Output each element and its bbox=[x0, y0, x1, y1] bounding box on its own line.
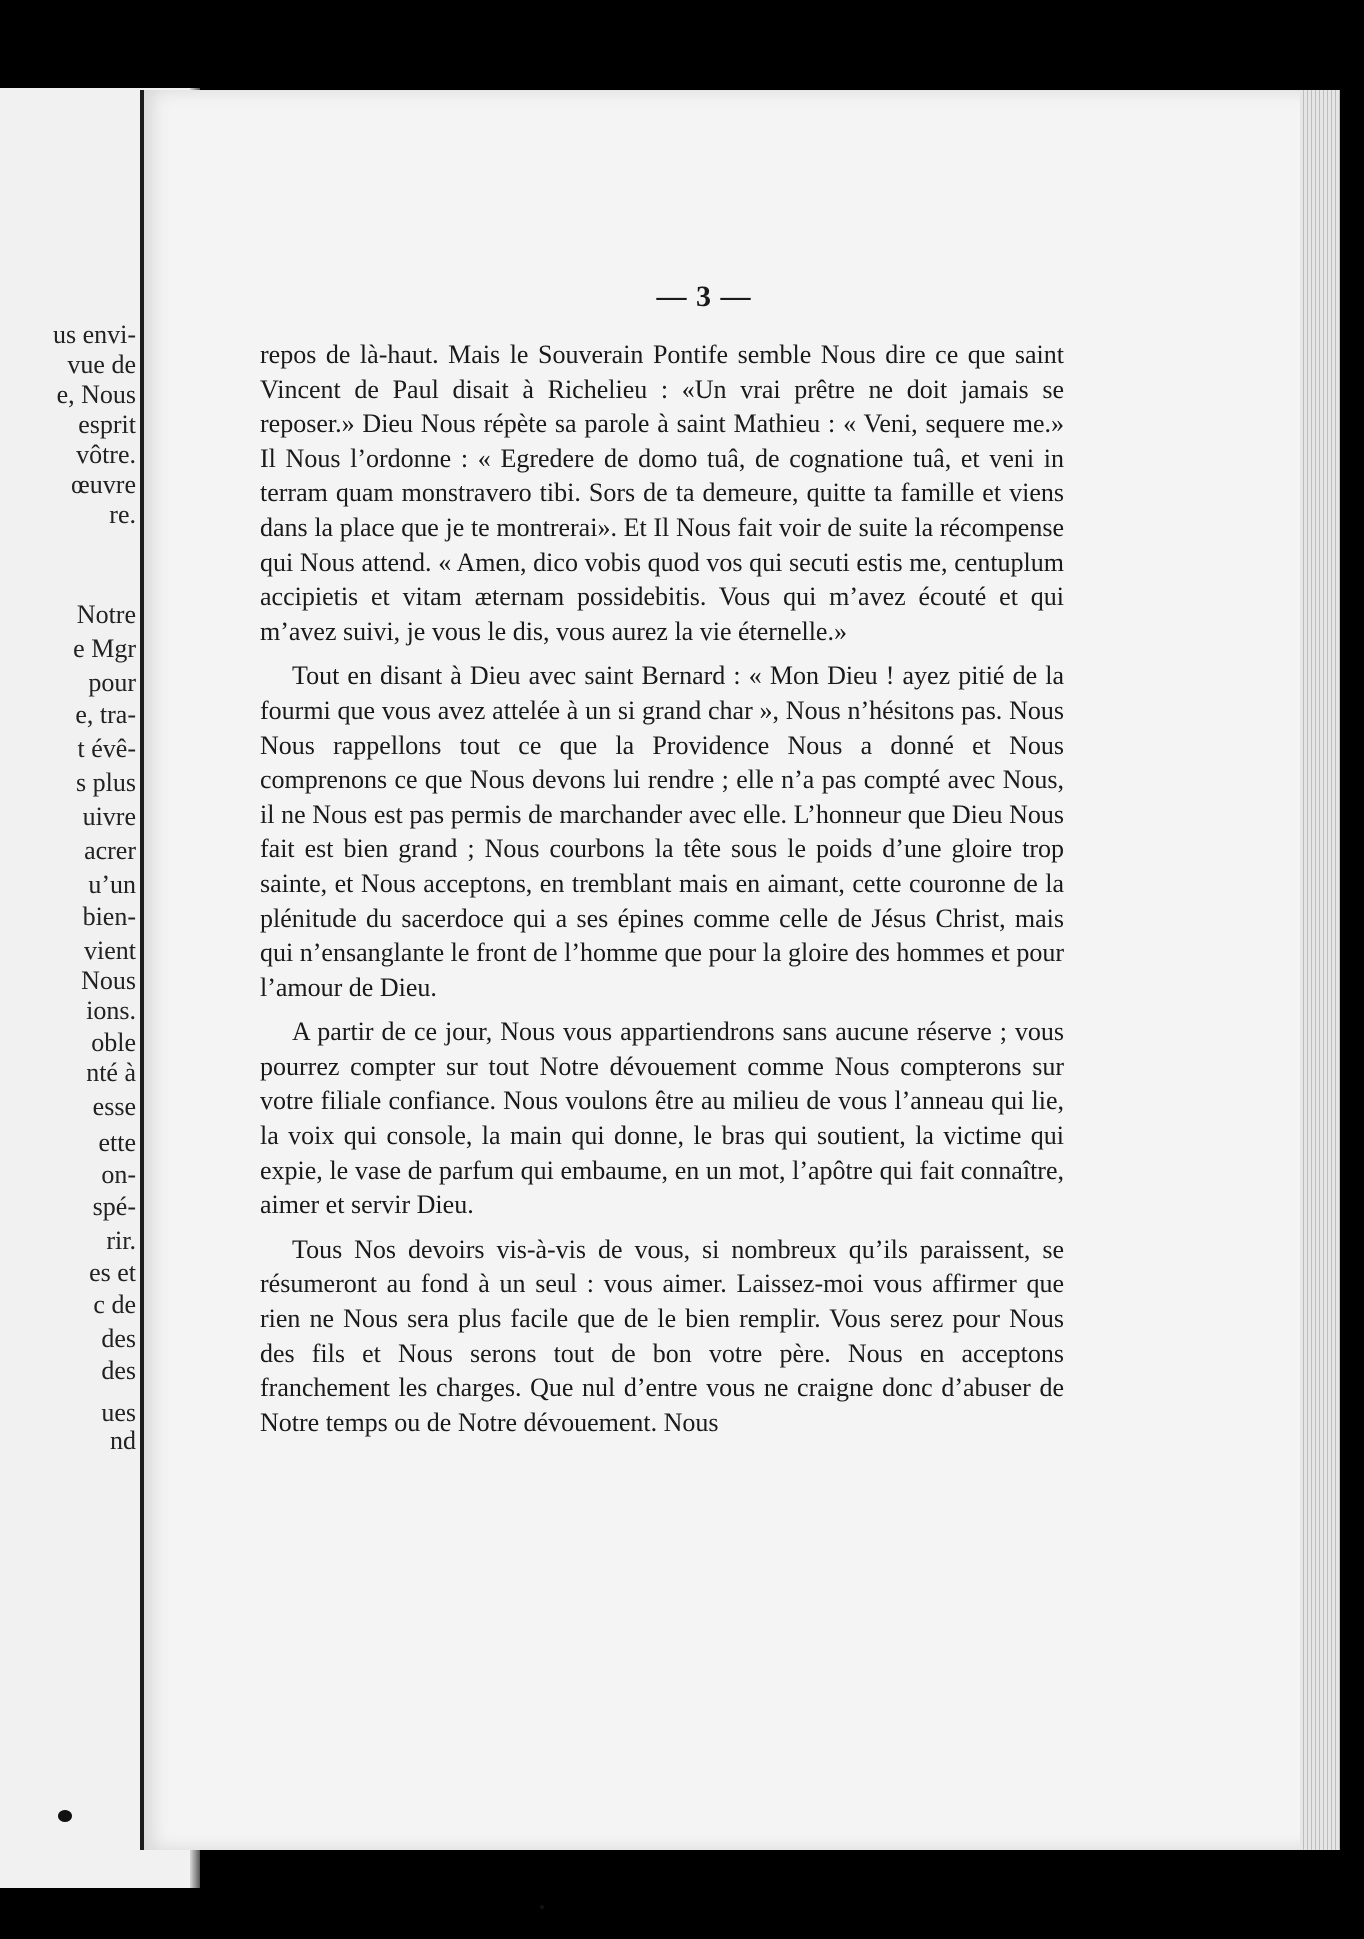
paragraph-2: Tout en disant à Dieu avec saint Bernard : « Mon Dieu ! ayez pitié de la fourmi que vous avez attelée à un si grand char », Nous n’hésitons pas. Nous Nous rappellons tout ce que la Providence Nous a donné et Nous comprenons ce que Nous devons lui rendre ; elle n’a pas compté avec Nous, il ne Nous est pas permis de marchander avec elle. L’honneur que Dieu Nous fait est bien grand ; Nous courbons la tête sous le poids d’une gloire trop sainte, et Nous acceptons, en tremblant mais en aimant, cette couronne de la plénitude du sacerdoce qui a ses épines comme celle de Jésus Christ, mais qui n’ensanglante le front de l’homme que pour la gloire des hommes et pour l’amour de Dieu. bbox=[260, 661, 1064, 1002]
body-text bbox=[260, 338, 1064, 1440]
facing-page-line: ette bbox=[98, 1128, 136, 1157]
facing-page-line: bien- bbox=[82, 902, 136, 931]
facing-page-line: rir. bbox=[106, 1226, 136, 1255]
facing-page-line: acrer bbox=[84, 836, 136, 865]
facing-page-line: vôtre. bbox=[76, 440, 136, 469]
facing-page-line: ions. bbox=[86, 996, 136, 1025]
facing-page-line: us envi- bbox=[52, 320, 136, 349]
facing-page-line: uivre bbox=[82, 802, 136, 831]
facing-page-line: spé- bbox=[92, 1192, 136, 1221]
facing-page-line: vue de bbox=[67, 350, 136, 379]
facing-page-line: e Mgr bbox=[73, 634, 136, 663]
facing-page-line: c de bbox=[93, 1290, 136, 1319]
page-gutter-line bbox=[140, 90, 144, 1850]
facing-page-line: pour bbox=[88, 668, 136, 697]
facing-page-line: nté à bbox=[86, 1058, 136, 1087]
page-edge-stack bbox=[1300, 90, 1340, 1850]
dust-speck bbox=[540, 1905, 544, 1909]
facing-page-line: Notre bbox=[76, 600, 136, 629]
facing-page-line: t évê- bbox=[77, 734, 136, 763]
page-number: — 3 — bbox=[656, 280, 752, 313]
facing-page-line: s plus bbox=[76, 768, 136, 797]
facing-page-line: esprit bbox=[78, 410, 136, 439]
facing-page-line: des bbox=[101, 1356, 136, 1385]
facing-page-line: esse bbox=[92, 1092, 136, 1121]
facing-page-line: vient bbox=[84, 936, 136, 965]
paragraph-1: repos de là-haut. Mais le Souverain Pontife semble Nous dire ce que saint Vincent de Paul disait à Richelieu : «Un vrai prêtre ne doit jamais se reposer.» Dieu Nous répète sa parole à saint Mathieu : « Veni, sequere me.» Il Nous l’ordonne : « Egredere de domo tuâ, de cognatione tuâ, et veni in terram quam monstravero tibi. Sors de ta demeure, quitte ta famille et viens dans la place que je te montrerai». Et Il Nous fait voir de suite la récompense qui Nous attend. « Amen, dico vobis quod vos qui secuti estis me, centuplum accipietis et vitam æternam possidebitis. Vous qui m’avez écouté et qui m’avez suivi, je vous le dis, vous aurez la vie éternelle.» bbox=[260, 340, 1064, 646]
book-page bbox=[140, 90, 1340, 1850]
facing-page-line: e, tra- bbox=[75, 700, 136, 729]
facing-page-line: es et bbox=[89, 1258, 136, 1287]
facing-page-line: ues bbox=[101, 1398, 136, 1427]
facing-page-line: u’un bbox=[88, 870, 136, 899]
paragraph-3: A partir de ce jour, Nous vous appartiendrons sans aucune réserve ; vous pourrez compter sur tout Notre dévouement comme Nous compterons sur votre filiale confiance. Nous voulons être au milieu de vous l’anneau qui lie, la voix qui console, la main qui donne, le bras qui soutient, la victime qui expie, le vase de parfum qui embaume, en un mot, l’apôtre qui fait connaître, aimer et servir Dieu. bbox=[260, 1017, 1064, 1220]
facing-page-line: nd bbox=[110, 1426, 136, 1455]
facing-page-line: des bbox=[101, 1324, 136, 1353]
facing-page-line: re. bbox=[109, 500, 136, 529]
facing-page-line: on- bbox=[101, 1160, 136, 1189]
paragraph-4: Tous Nos devoirs vis-à-vis de vous, si nombreux qu’ils paraissent, se résumeront au fond à un seul : vous aimer. Laissez-moi vous affirmer que rien ne Nous sera plus facile que de le bien remplir. Vous serez pour Nous des fils et Nous serons tout de bon votre père. Nous en acceptons franchement les charges. Que nul d’entre vous ne craigne donc d’abuser de Notre temps ou de Notre dévouement. Nous bbox=[260, 1234, 1064, 1437]
facing-page-line: œuvre bbox=[71, 470, 136, 499]
dust-speck bbox=[58, 1810, 72, 1822]
facing-page-line: e, Nous bbox=[56, 380, 136, 409]
facing-page-line: Nous bbox=[81, 966, 136, 995]
facing-page-line: oble bbox=[91, 1028, 136, 1057]
